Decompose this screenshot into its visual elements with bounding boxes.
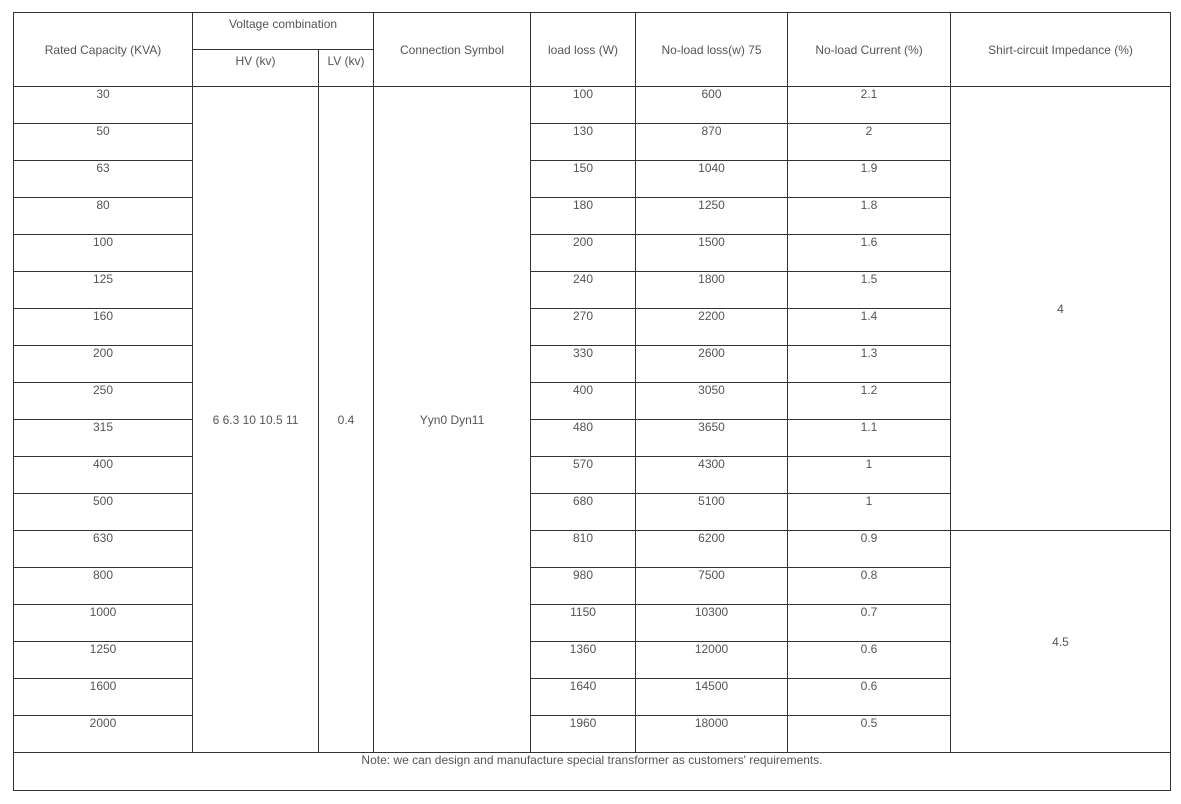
cell-capacity: 30 xyxy=(14,87,193,124)
cell-no-load-current: 1 xyxy=(788,494,951,531)
table-body xyxy=(14,87,1171,753)
table-row xyxy=(14,87,1171,124)
header-row-1 xyxy=(14,13,1171,50)
cell-load-loss: 1960 xyxy=(531,716,636,753)
cell-capacity: 100 xyxy=(14,235,193,272)
header-hv: HV (kv) xyxy=(193,50,319,87)
cell-no-load-current: 1.3 xyxy=(788,346,951,383)
cell-load-loss: 270 xyxy=(531,309,636,346)
header-voltage-combination: Voltage combination xyxy=(193,13,374,50)
header-no-load-current: No-load Current (%) xyxy=(788,13,951,87)
cell-capacity: 63 xyxy=(14,161,193,198)
cell-lv: 0.4 xyxy=(319,87,374,753)
cell-no-load-current: 1.4 xyxy=(788,309,951,346)
cell-load-loss: 130 xyxy=(531,124,636,161)
cell-no-load-current: 1.9 xyxy=(788,161,951,198)
cell-no-load-loss: 870 xyxy=(636,124,788,161)
cell-no-load-loss: 1500 xyxy=(636,235,788,272)
cell-no-load-current: 0.5 xyxy=(788,716,951,753)
cell-no-load-loss: 3050 xyxy=(636,383,788,420)
cell-no-load-current: 1 xyxy=(788,457,951,494)
cell-no-load-current: 0.6 xyxy=(788,679,951,716)
cell-capacity: 1600 xyxy=(14,679,193,716)
cell-capacity: 500 xyxy=(14,494,193,531)
cell-load-loss: 1640 xyxy=(531,679,636,716)
header-no-load-loss: No-load loss(w) 75 xyxy=(636,13,788,87)
note-row xyxy=(14,753,1171,791)
cell-no-load-current: 0.6 xyxy=(788,642,951,679)
cell-capacity: 200 xyxy=(14,346,193,383)
cell-no-load-loss: 4300 xyxy=(636,457,788,494)
header-load-loss: load loss (W) xyxy=(531,13,636,87)
cell-no-load-loss: 1040 xyxy=(636,161,788,198)
header-rated-capacity: Rated Capacity (KVA) xyxy=(14,13,193,87)
cell-load-loss: 810 xyxy=(531,531,636,568)
cell-no-load-loss: 1250 xyxy=(636,198,788,235)
cell-load-loss: 200 xyxy=(531,235,636,272)
cell-capacity: 800 xyxy=(14,568,193,605)
cell-no-load-current: 1.5 xyxy=(788,272,951,309)
cell-load-loss: 480 xyxy=(531,420,636,457)
header-lv: LV (kv) xyxy=(319,50,374,87)
transformer-spec-table xyxy=(13,12,1171,791)
cell-load-loss: 100 xyxy=(531,87,636,124)
cell-impedance-group-2: 4.5 xyxy=(951,531,1171,753)
cell-no-load-current: 1.1 xyxy=(788,420,951,457)
cell-capacity: 1000 xyxy=(14,605,193,642)
cell-load-loss: 150 xyxy=(531,161,636,198)
cell-capacity: 160 xyxy=(14,309,193,346)
cell-hv: 6 6.3 10 10.5 11 xyxy=(193,87,319,753)
cell-no-load-loss: 14500 xyxy=(636,679,788,716)
cell-no-load-loss: 2600 xyxy=(636,346,788,383)
cell-load-loss: 240 xyxy=(531,272,636,309)
cell-load-loss: 330 xyxy=(531,346,636,383)
header-connection-symbol: Connection Symbol xyxy=(374,13,531,87)
header-impedance: Shirt-circuit Impedance (%) xyxy=(951,13,1171,87)
cell-capacity: 2000 xyxy=(14,716,193,753)
cell-no-load-loss: 3650 xyxy=(636,420,788,457)
cell-no-load-loss: 5100 xyxy=(636,494,788,531)
cell-no-load-current: 0.7 xyxy=(788,605,951,642)
cell-no-load-loss: 1800 xyxy=(636,272,788,309)
cell-no-load-loss: 600 xyxy=(636,87,788,124)
cell-load-loss: 570 xyxy=(531,457,636,494)
cell-no-load-current: 2 xyxy=(788,124,951,161)
cell-capacity: 630 xyxy=(14,531,193,568)
cell-capacity: 400 xyxy=(14,457,193,494)
cell-no-load-loss: 2200 xyxy=(636,309,788,346)
cell-capacity: 250 xyxy=(14,383,193,420)
cell-no-load-loss: 18000 xyxy=(636,716,788,753)
cell-no-load-loss: 10300 xyxy=(636,605,788,642)
cell-capacity: 1250 xyxy=(14,642,193,679)
cell-no-load-loss: 6200 xyxy=(636,531,788,568)
cell-capacity: 315 xyxy=(14,420,193,457)
cell-no-load-current: 1.8 xyxy=(788,198,951,235)
cell-capacity: 125 xyxy=(14,272,193,309)
cell-impedance-group-1: 4 xyxy=(951,87,1171,531)
cell-no-load-loss: 7500 xyxy=(636,568,788,605)
cell-load-loss: 400 xyxy=(531,383,636,420)
cell-load-loss: 980 xyxy=(531,568,636,605)
cell-no-load-current: 0.9 xyxy=(788,531,951,568)
cell-capacity: 80 xyxy=(14,198,193,235)
cell-no-load-current: 1.2 xyxy=(788,383,951,420)
cell-load-loss: 680 xyxy=(531,494,636,531)
cell-load-loss: 180 xyxy=(531,198,636,235)
cell-no-load-current: 1.6 xyxy=(788,235,951,272)
cell-connection: Yyn0 Dyn11 xyxy=(374,87,531,753)
cell-load-loss: 1360 xyxy=(531,642,636,679)
note-text: Note: we can design and manufacture special transformer as customers' requirements. xyxy=(14,753,1171,791)
cell-no-load-loss: 12000 xyxy=(636,642,788,679)
table-row xyxy=(14,531,1171,568)
cell-load-loss: 1150 xyxy=(531,605,636,642)
cell-no-load-current: 0.8 xyxy=(788,568,951,605)
cell-capacity: 50 xyxy=(14,124,193,161)
cell-no-load-current: 2.1 xyxy=(788,87,951,124)
